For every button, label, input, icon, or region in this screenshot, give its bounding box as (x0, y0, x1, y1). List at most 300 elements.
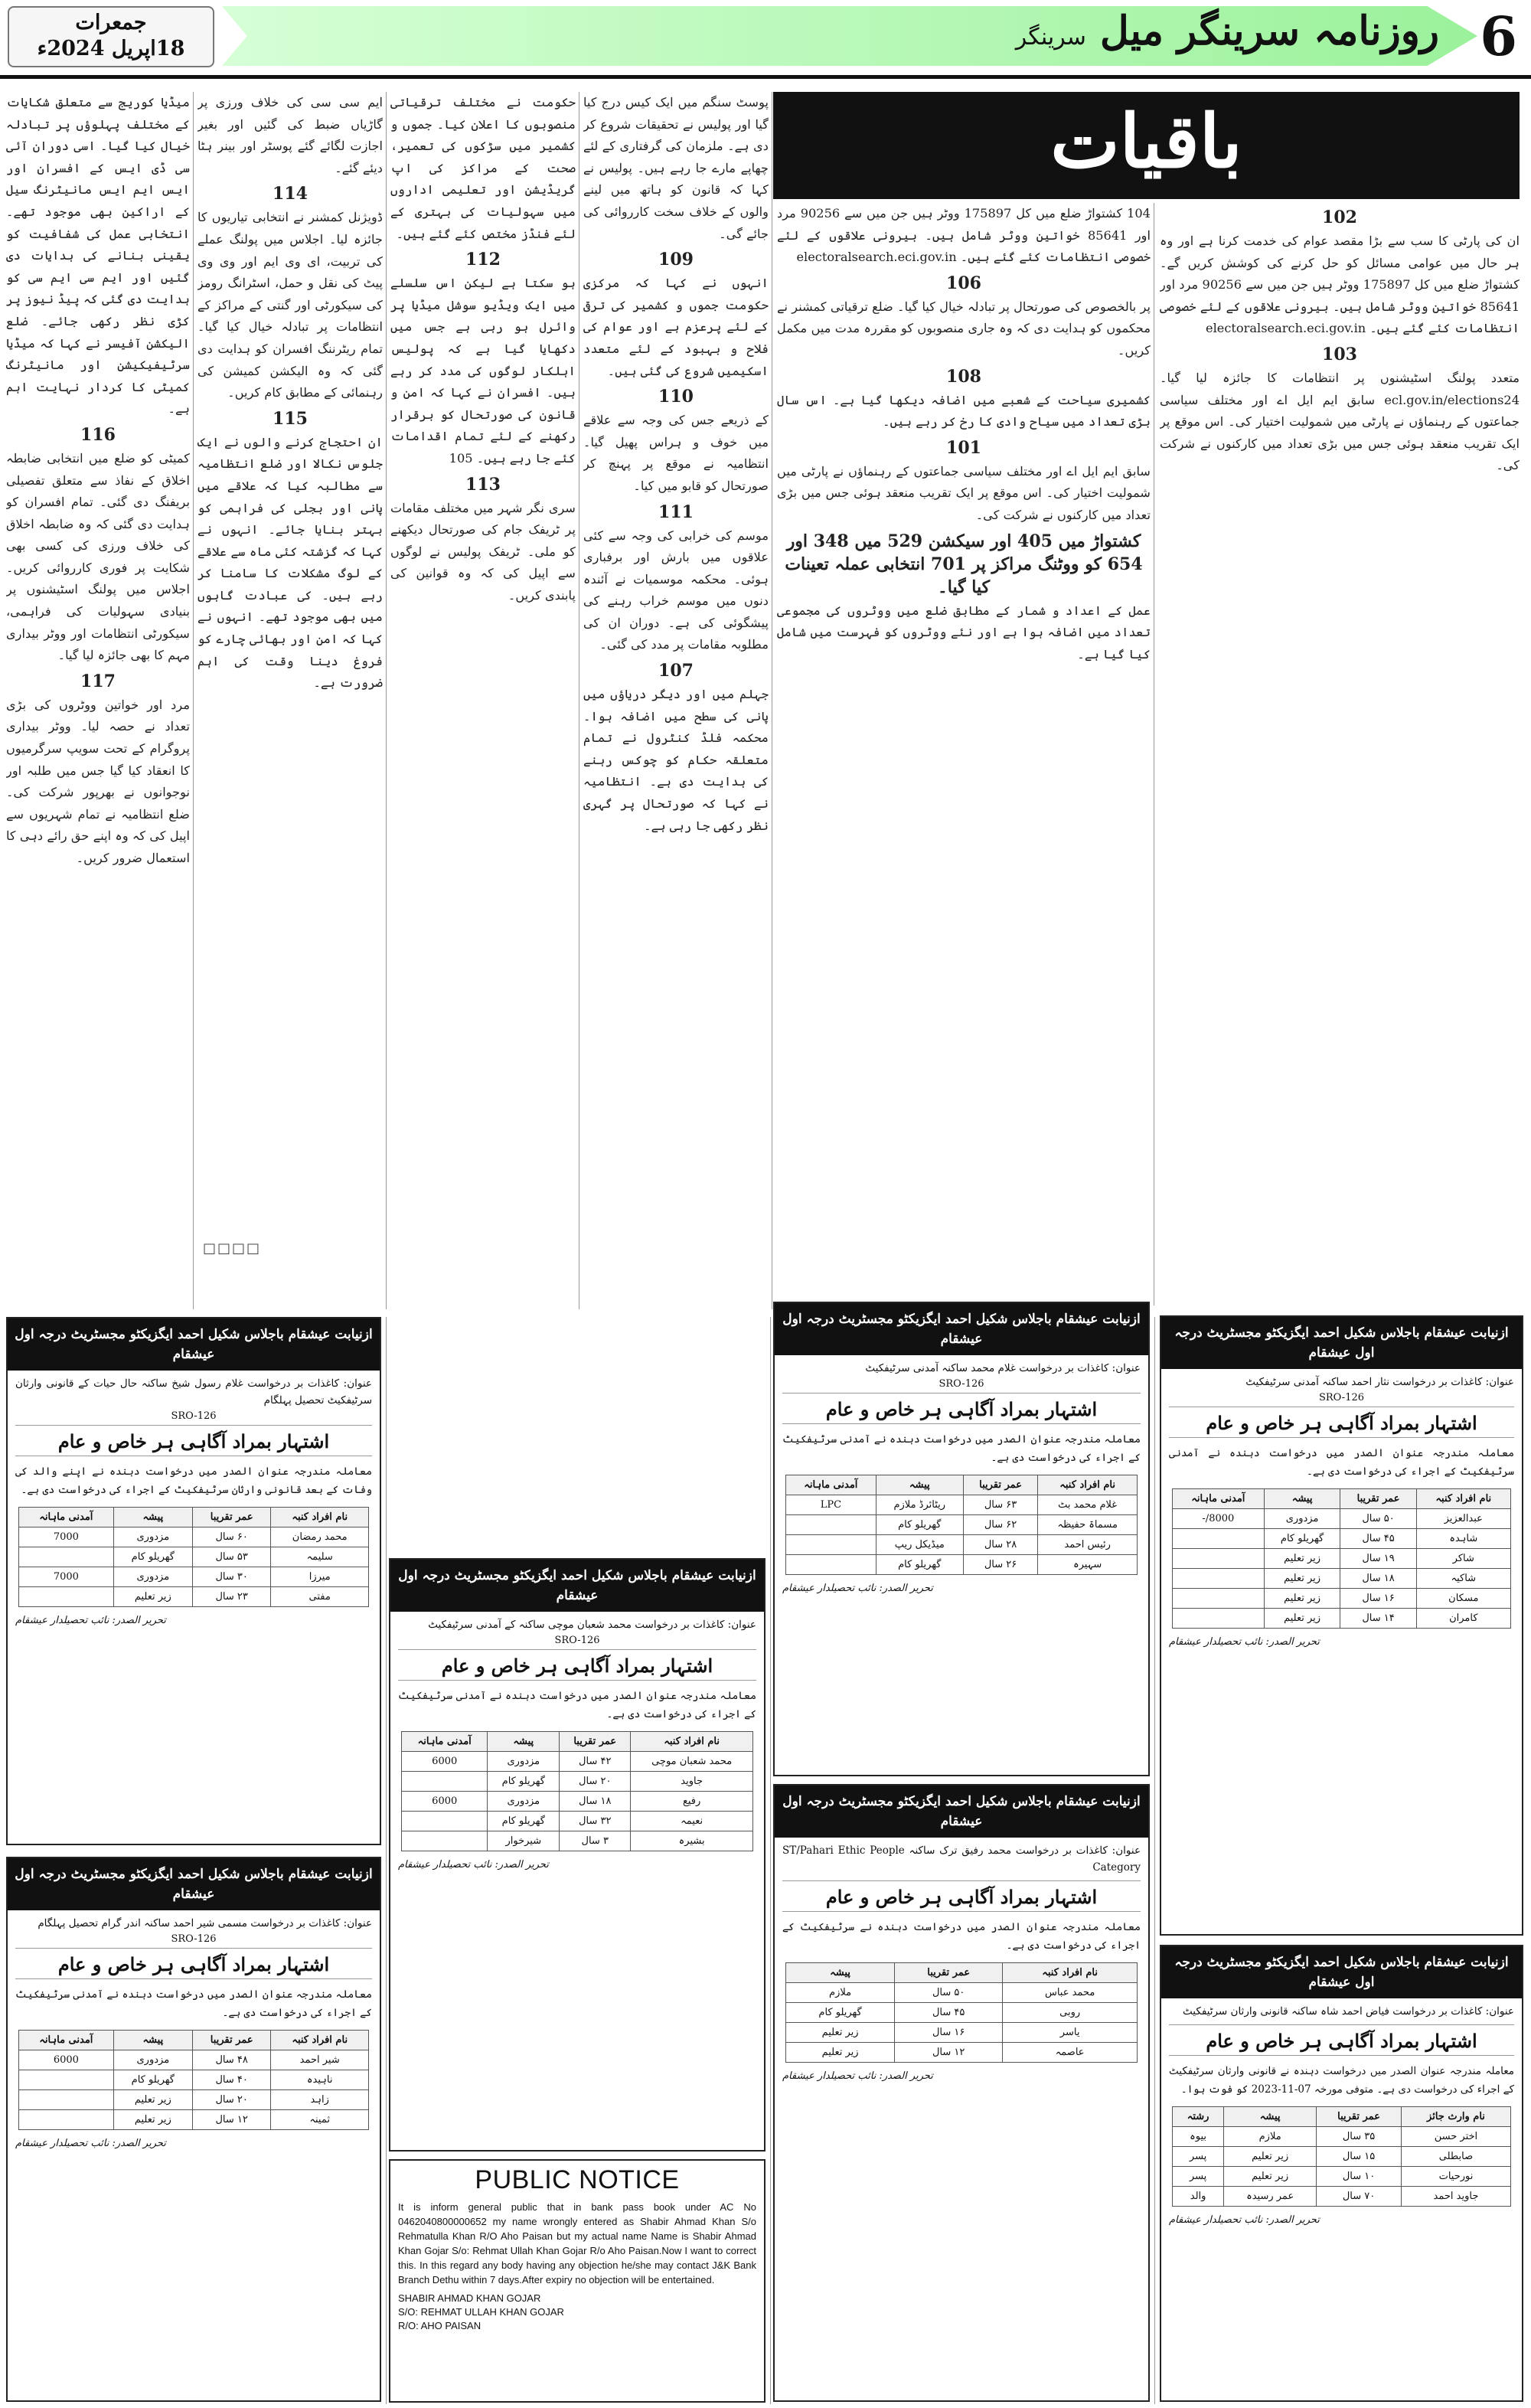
notice-subject: عنوان: کاغذات بر درخواست محمد رفیق ترک ساکنہ ST/Pahari Ethic People Category (782, 1844, 1141, 1874)
article-number: 115 (273, 408, 308, 429)
table-cell: جاوید (631, 1772, 753, 1792)
notice-sro: SRO-126 (1318, 1392, 1365, 1403)
table-header: آمدنی ماہانہ (786, 1475, 876, 1495)
table-cell: زیر تعلیم (786, 2043, 895, 2063)
table-cell: ۱۶ سال (895, 2023, 1003, 2043)
article-column-c (583, 92, 769, 1309)
table-cell: ۴۲ سال (560, 1752, 631, 1772)
table-header: نام افراد کنبہ (631, 1732, 753, 1752)
notice-office: ازنیابت عیشقام باجلاس شکیل احمد ایگزیکٹو مجسٹریٹ درجہ اول عیشقام (1161, 1317, 1522, 1369)
table-cell: ۳۵ سال (1317, 2127, 1402, 2147)
table-header: پیشہ (113, 2031, 192, 2050)
date-label: 18اپریل 2024ء (37, 37, 185, 60)
table-cell: ۱۰ سال (1317, 2167, 1402, 2187)
date-box (8, 6, 214, 67)
article-column-e (197, 92, 383, 1240)
table-cell: زیر تعلیم (1224, 2167, 1317, 2187)
table-row (1173, 1529, 1511, 1549)
table-cell: مزدوری (113, 1567, 192, 1587)
article-text: ان احتجاج کرنے والوں نے ایک جلوس نکالا اور ضلع انتظامیہ سے مطالبہ کیا کہ علاقے میں پانی اور بجلی کی فراہمی کو بہتر بنایا جائے۔ انہوں نے کہا کہ گزشتہ کئی ماہ سے علاقے کے لوگ مشکلات کا سامنا کر رہے ہیں۔ (197, 434, 383, 603)
table-header: عمر تقریبا (560, 1732, 631, 1752)
notice-body: معاملہ مندرجہ عنوان الصدر میں درخواست دہندہ نے آمدنی سرٹیفکیٹ کے اجراء کی درخواست دی ہے۔ (782, 1433, 1141, 1464)
notice-office: ازنیابت عیشقام باجلاس شکیل احمد ایگزیکٹو مجسٹریٹ درجہ اول عیشقام (390, 1560, 764, 1612)
article-number: 110 (658, 387, 694, 407)
table-cell: زیر تعلیم (1224, 2147, 1317, 2167)
notice-footer: تحریر الصدر: نائب تحصیلدار عیشقام (1169, 2214, 1320, 2226)
table-cell: محمد رمضان (271, 1527, 369, 1547)
table-row (19, 2070, 369, 2090)
table-cell: ۲۶ سال (963, 1555, 1037, 1575)
table-cell: عمر رسیدہ (1224, 2187, 1317, 2207)
article-text: کشتواڑ ضلع میں کل 175897 ووٹر ہیں جن میں سے 90256 مرد اور 85641 خواتین ووٹر شامل ہیں۔ بیرونی علاقوں کے لئے خصوصی انتظامات کئے گئے ہیں۔ electoralsearch.eci.gov.in (1160, 277, 1520, 336)
notice-title: اشتہار بمراد آگاہی ہر خاص و عام (782, 1393, 1141, 1424)
notice-table (401, 1731, 753, 1851)
article-text: پر بالخصوص کی صورتحال پر تبادلہ خیال کیا گیا۔ ضلع ترقیاتی کمشنر نے محکموں کو ہدایت دی کہ وہ جاری منصوبوں کو مقررہ مدت میں مکمل کریں۔ (777, 299, 1151, 358)
paper-title (1016, 8, 1439, 54)
table-cell: ۴۵ سال (1340, 1529, 1416, 1549)
table-cell: زیر تعلیم (1264, 1609, 1340, 1629)
notice-subject: عنوان: کاغذات بر درخواست نثار احمد ساکنہ آمدنی سرٹیفکیٹ (1245, 1376, 1514, 1388)
article-text: 105 (449, 450, 473, 466)
table-cell: گھریلو کام (1264, 1529, 1340, 1549)
table-cell: ملازم (786, 1983, 895, 2003)
table-cell: LPC (786, 1495, 876, 1515)
notice-subject: عنوان: کاغذات بر درخواست غلام محمد ساکنہ آمدنی سرٹیفکیٹ (865, 1362, 1141, 1374)
table-row (786, 1535, 1138, 1555)
article-text: موسم کی خرابی کی وجہ سے کئی علاقوں میں بارش اور برفباری ہوئی۔ محکمہ موسمیات نے آئندہ دنوں میں موسم خراب رہنے کی پیشگوئی کی ہے۔ (583, 528, 769, 630)
table-cell: ۳ سال (560, 1831, 631, 1851)
table-cell: محمد عباس (1003, 1983, 1138, 2003)
article-text: ایم سی سی کی خلاف ورزی پر گاڑیاں ضبط کی گئیں اور بغیر اجازت لگائے گئے پوسٹر اور بینر ہٹا دیئے گئے۔ (197, 95, 383, 175)
table-cell: ۵۰ سال (895, 1983, 1003, 2003)
table-row (1173, 2147, 1511, 2167)
table-cell: ۱۸ سال (1340, 1569, 1416, 1589)
article-number: کشتواڑ میں 405 اور سیکشن 529 میں 348 اور 654 کو ووٹنگ مراکز پر 701 انتخابی عملہ تعینات کیا گیا۔ (785, 531, 1143, 597)
notice-body: معاملہ مندرجہ عنوان الصدر میں درخواست دہندہ نے آمدنی سرٹیفکیٹ کے اجراء کی درخواست دی ہے۔ (1169, 1447, 1514, 1478)
notice-sro: SRO-126 (171, 1410, 217, 1422)
notice-title: اشتہار بمراد آگاہی ہر خاص و عام (15, 1425, 372, 1456)
table-cell: ۶۲ سال (963, 1515, 1037, 1535)
table-cell: ۱۶ سال (1340, 1589, 1416, 1609)
notice-footer: تحریر الصدر: نائب تحصیلدار عیشقام (398, 1859, 549, 1871)
table-cell: ۶۳ سال (963, 1495, 1037, 1515)
table-cell: گھریلو کام (786, 2003, 895, 2023)
table-cell: ناہیدہ (271, 2070, 369, 2090)
table-cell (1173, 1569, 1265, 1589)
table-header: پیشہ (1224, 2107, 1317, 2127)
table-cell: زیر تعلیم (113, 2090, 192, 2110)
notice-office: ازنیابت عیشقام باجلاس شکیل احمد ایگزیکٹو مجسٹریٹ درجہ اول عیشقام (1161, 1946, 1522, 1998)
table-header: نام افراد کنبہ (271, 2031, 369, 2050)
table-cell: شاکر (1416, 1549, 1510, 1569)
table-header: عمر تقریبا (192, 2031, 270, 2050)
table-cell (1173, 1609, 1265, 1629)
table-cell: ۱۵ سال (1317, 2147, 1402, 2167)
article-number: 106 (946, 273, 981, 293)
table-cell (1173, 1529, 1265, 1549)
notice-footer: تحریر الصدر: نائب تحصیلدار عیشقام (15, 1615, 166, 1626)
notice-table (1172, 2106, 1511, 2207)
notice-office: ازنیابت عیشقام باجلاس شکیل احمد ایگزیکٹو مجسٹریٹ درجہ اول عیشقام (8, 1318, 380, 1371)
article-text: کمیٹی کو ضلع میں انتخابی ضابطہ اخلاق کے نفاذ سے متعلق تفصیلی بریفنگ دی گئی۔ تمام افسران کو ہدایت دی گئی کہ وہ ضابطہ اخلاق کی خلاف ورزی کی کسی بھی شکایت پر فوری کارروائی کریں۔ اجلاس میں پولنگ اسٹیشنوں پر بنیادی سہولیات کی فراہمی، سیکورٹی انتظامات اور ووٹر بیداری مہم کا بھی جائزہ لیا گیا۔ (6, 450, 190, 663)
page-number: 6 (1480, 5, 1517, 68)
table-cell: ۳۲ سال (560, 1812, 631, 1831)
notice-box (1160, 1945, 1523, 2402)
article-text: ہو سکتا ہے لیکن اس سلسلے میں ایک ویڈیو سوشل میڈیا پر وائرل ہو رہی ہے جس میں دکھایا گیا ہے کہ پولیس اہلکار لوگوں کی مدد کر رہے ہیں۔ افسران نے کہا کہ امن و قانون کی صورتحال کو برقرار رکھنے کے لئے تمام اقدامات کئے جا رہے ہیں۔ (390, 276, 576, 466)
table-cell: ۶۰ سال (192, 1527, 270, 1547)
table-header: پیشہ (488, 1732, 560, 1752)
table-cell (402, 1812, 488, 1831)
notice-title: اشتہار بمراد آگاہی ہر خاص و عام (1169, 2024, 1514, 2056)
column-divider (386, 92, 387, 1309)
article-column-f (6, 92, 190, 1309)
table-cell: ۷۰ سال (1317, 2187, 1402, 2207)
table-row (1173, 2167, 1511, 2187)
table-row (19, 1587, 369, 1607)
column-divider (770, 1317, 771, 2404)
table-cell: شیرخوار (488, 1831, 560, 1851)
notice-table (1172, 1488, 1511, 1629)
column-divider (1154, 1317, 1155, 2404)
notice-table (18, 2030, 369, 2130)
notice-body: معاملہ مندرجہ عنوان الصدر میں درخواست دہندہ نے آمدنی سرٹیفکیٹ کے اجراء کی درخواست دی ہے۔ (398, 1690, 756, 1720)
table-row (19, 1527, 369, 1547)
table-cell: میڈیکل ریپ (876, 1535, 963, 1555)
notice-box (773, 1302, 1150, 1776)
table-cell: ۲۸ سال (963, 1535, 1037, 1555)
article-column-d (390, 92, 576, 1309)
table-row (402, 1812, 753, 1831)
table-header: پیشہ (1264, 1489, 1340, 1509)
notice-office: ازنیابت عیشقام باجلاس شکیل احمد ایگزیکٹو مجسٹریٹ درجہ اول عیشقام (775, 1303, 1148, 1355)
notice-title: اشتہار بمراد آگاہی ہر خاص و عام (782, 1880, 1141, 1912)
notice-table (18, 1507, 369, 1607)
table-row (19, 1567, 369, 1587)
article-text: سری نگر شہر میں مختلف مقامات پر ٹریفک جام کی صورتحال دیکھنے کو ملی۔ ٹریفک پولیس نے لوگوں سے اپیل کی کہ وہ قوانین کی پابندی کریں۔ (390, 500, 576, 603)
article-number: 113 (465, 474, 501, 495)
table-cell (19, 1587, 114, 1607)
notice-subject: عنوان: کاغذات بر درخواست مسمی شیر احمد ساکنہ اندر گرام تحصیل پہلگام (38, 1917, 372, 1929)
table-header: نام وارث جائز (1401, 2107, 1510, 2127)
table-cell: ۴۸ سال (192, 2050, 270, 2070)
article-text: کشتواڑ ضلع میں کل 175897 ووٹر ہیں جن میں سے 90256 مرد اور 85641 خواتین ووٹر شامل ہیں۔ بیرونی علاقوں کے لئے خصوصی انتظامات کئے گئے ہیں۔ electoralsearch.eci.gov.in (777, 206, 1151, 265)
table-row (786, 1495, 1138, 1515)
notice-body: معاملہ مندرجہ عنوان الصدر میں درخواست دہندہ نے قانونی وارثان سرٹیفکیٹ کے اجراء کی درخواست دی ہے۔ متوفی مورخہ 07-11-2023 کو فوت ہوا۔ (1169, 2065, 1514, 2096)
table-cell: مفتی (271, 1587, 369, 1607)
signature-line: SHABIR AHMAD KHAN GOJAR (398, 2292, 541, 2304)
table-cell: صابطلی (1401, 2147, 1510, 2167)
table-cell: محمد شعبان موچی (631, 1752, 753, 1772)
public-notice-title: PUBLIC NOTICE (475, 2165, 680, 2194)
article-text: سابق ایم ایل اے اور مختلف سیاسی جماعتوں کے رہنماؤں نے پارٹی میں شمولیت اختیار کی۔ اس موقع پر ایک تقریب منعقد ہوئی جس میں بڑی تعداد میں کارکنوں نے شرکت کی۔ (777, 463, 1151, 522)
table-row (786, 1515, 1138, 1535)
article-number: 117 (80, 671, 116, 691)
article-text: کی عبادت گاہوں میں بھی موجود تھے۔ انہوں نے کہا کہ امن اور بھائی چارے کو فروغ دینا وقت کی اہم ضرورت ہے۔ (197, 587, 383, 691)
table-row (786, 1555, 1138, 1575)
table-cell: ۲۳ سال (192, 1587, 270, 1607)
table-header: آمدنی ماہانہ (19, 2031, 114, 2050)
table-cell: روبی (1003, 2003, 1138, 2023)
table-cell: 7000 (19, 1527, 114, 1547)
table-cell: مزدوری (113, 2050, 192, 2070)
notice-table (785, 1962, 1138, 2063)
article-text: دوران ان کی مطلوبہ مقامات پر مدد کی گئی۔ (583, 615, 769, 652)
top-rule (0, 75, 1531, 79)
table-cell: ۱۲ سال (895, 2043, 1003, 2063)
table-cell: ۲۰ سال (560, 1772, 631, 1792)
table-cell: والد (1173, 2187, 1224, 2207)
table-cell: ۵۰ سال (1340, 1509, 1416, 1529)
paper-city: سرینگر (1015, 24, 1086, 51)
table-header: نام افراد کنبہ (1003, 1963, 1138, 1983)
table-cell: سہیرہ (1038, 1555, 1138, 1575)
notice-subject: عنوان: کاغذات بر درخواست فیاض احمد شاہ ساکنہ قانونی وارثان سرٹیفکیٹ (1183, 2005, 1514, 2018)
article-text: حکومت نے مختلف ترقیاتی منصوبوں کا اعلان کیا۔ جموں و کشمیر میں سڑکوں کی تعمیر، صحت کے مراکز کی اپ گریڈیشن اور تعلیمی اداروں میں سہولیات کی بہتری کے لئے فنڈز مختص کئے گئے ہیں۔ (390, 95, 576, 241)
table-header: آمدنی ماہانہ (1173, 1489, 1265, 1509)
article-text: ڈویژنل کمشنر نے انتخابی تیاریوں کا جائزہ لیا۔ اجلاس میں پولنگ عملے کی تربیت، ای وی ایم اور وی وی پیٹ کی نقل و حمل، اسٹرانگ رومز کی سیکورٹی اور گنتی کے مراکز کے انتظامات پر تبادلہ خیال کیا گیا۔ تمام ریٹرننگ افسران کو ہدایت دی گئی کہ وہ الیکشن کمیشن کی رہنمائی کے مطابق کام کریں۔ (197, 210, 383, 400)
notice-office: ازنیابت عیشقام باجلاس شکیل احمد ایگزیکٹو مجسٹریٹ درجہ اول عیشقام (775, 1786, 1148, 1838)
table-cell (19, 2090, 114, 2110)
table-cell: زیر تعلیم (113, 2110, 192, 2130)
table-cell (1173, 1549, 1265, 1569)
article-text: کے ذریعے جس کی وجہ سے علاقے میں خوف و ہراس پھیل گیا۔ انتظامیہ نے موقع پر پہنچ کر صورتحال کو قابو میں کیا۔ (583, 413, 769, 493)
article-number: 108 (946, 366, 981, 387)
column-divider (386, 1317, 387, 2404)
article-text: میڈیا کوریج سے متعلق شکایات کے مختلف پہلوؤں پر تبادلہ خیال کیا گیا۔ اسی دوران آئی سی ڈی ایس کے افسران اور ایس ایم ایس مانیٹرنگ سیل کے اراکین بھی موجود تھے۔ انتخابی عمل کی شفافیت کو یقینی بنانے کی ہدایات دی گئیں اور ایم سی ایم سی کو ہدایت دی گئی کہ پیڈ نیوز پر کڑی نظر رکھی جائے۔ ضلع الیکشن آفیسر نے کہا کہ میڈیا سرٹیفیکیشن اور مانیٹرنگ کمیٹی کا کردار نہایت اہم ہے۔ (6, 95, 190, 417)
table-cell: 6000 (402, 1752, 488, 1772)
table-cell: گھریلو کام (876, 1555, 963, 1575)
table-cell: میرزا (271, 1567, 369, 1587)
table-cell: پسر (1173, 2167, 1224, 2187)
article-number: 112 (465, 250, 501, 270)
table-row (19, 1547, 369, 1567)
table-header: نام افراد کنبہ (271, 1508, 369, 1527)
table-cell (402, 1772, 488, 1792)
notice-box (6, 1857, 381, 2402)
table-cell: غلام محمد بٹ (1038, 1495, 1138, 1515)
table-header: رشتہ (1173, 2107, 1224, 2127)
table-row (786, 2023, 1138, 2043)
table-cell: پسر (1173, 2147, 1224, 2167)
notice-sro: SRO-126 (171, 1933, 217, 1945)
table-row (1173, 2127, 1511, 2147)
notice-body: معاملہ مندرجہ عنوان الصدر میں درخواست دہندہ نے آمدنی سرٹیفکیٹ کے اجراء کی درخواست دی ہے۔ (15, 1988, 372, 2019)
table-header: نام افراد کنبہ (1416, 1489, 1510, 1509)
table-cell (786, 1555, 876, 1575)
paper-name: روزنامہ سرینگر میل (1100, 8, 1439, 54)
table-cell: عاصمہ (1003, 2043, 1138, 2063)
article-text: عمل کے اعداد و شمار کے مطابق ضلع میں ووٹروں کی مجموعی تعداد میں اضافہ ہوا ہے اور نئے ووٹروں کو فہرست میں شامل کیا گیا ہے۔ (777, 603, 1151, 662)
table-cell: ثمینہ (271, 2110, 369, 2130)
table-row (1173, 1509, 1511, 1529)
masthead (0, 0, 1531, 73)
article-text: 104 (1127, 206, 1151, 221)
table-cell: بشیرہ (631, 1831, 753, 1851)
table-cell: سلیمہ (271, 1547, 369, 1567)
article-column-b (777, 203, 1151, 1309)
notice-title: اشتہار بمراد آگاہی ہر خاص و عام (1169, 1407, 1514, 1438)
table-cell: گھریلو کام (488, 1772, 560, 1792)
table-header: عمر تقریبا (1340, 1489, 1416, 1509)
notice-body: معاملہ مندرجہ عنوان الصدر میں درخواست دہندہ نے اپنے والد کی وفات کے بعد قانونی وارثان سرٹیفکیٹ کے اجراء کی درخواست دی ہے۔ (15, 1465, 372, 1496)
article-text: متعدد پولنگ اسٹیشنوں پر انتظامات کا جائزہ لیا گیا۔ ecl.gov.in/elections24 (1160, 370, 1520, 407)
table-row (19, 2050, 369, 2070)
table-cell: مزدوری (488, 1752, 560, 1772)
article-text: انہوں نے کہا کہ مرکزی حکومت جموں و کشمیر کی ترقی کے لئے پرعزم ہے اور عوام کی فلاح و بہبود کے لئے متعدد اسکیمیں شروع کی گئی ہیں۔ (583, 276, 769, 378)
article-text: جہلم میں اور دیگر دریاؤں میں پانی کی سطح میں اضافہ ہوا۔ محکمہ فلڈ کنٹرول نے تمام متعلقہ حکام کو چوکس رہنے کی ہدایت دی ہے۔ انتظامیہ نے کہا کہ صورتحال پر گہری نظر رکھی جا رہی ہے۔ (583, 687, 769, 833)
public-notice (389, 2159, 766, 2403)
notice-sro: SRO-126 (939, 1378, 984, 1390)
table-cell: ۴۵ سال (895, 2003, 1003, 2023)
table-cell (19, 2110, 114, 2130)
table-cell: نورحیات (1401, 2167, 1510, 2187)
table-cell (1173, 1589, 1265, 1609)
table-cell: بیوہ (1173, 2127, 1224, 2147)
table-cell: مسکان (1416, 1589, 1510, 1609)
notice-body: معاملہ مندرجہ عنوان الصدر میں درخواست دہندہ نے سرٹیفکیٹ کے اجراء کی درخواست دی ہے۔ (782, 1921, 1141, 1952)
table-header: عمر تقریبا (895, 1963, 1003, 1983)
signature-line: R/O: AHO PAISAN (398, 2320, 481, 2331)
table-cell: شیر احمد (271, 2050, 369, 2070)
section-title: باقیات (1050, 98, 1242, 185)
table-cell: ۱۴ سال (1340, 1609, 1416, 1629)
table-cell: ۲۰ سال (192, 2090, 270, 2110)
notice-box (389, 1558, 766, 2152)
article-number: 107 (658, 661, 694, 681)
notice-box (1160, 1315, 1523, 1936)
table-cell: ۱۹ سال (1340, 1549, 1416, 1569)
section-banner (773, 92, 1520, 199)
table-row (402, 1831, 753, 1851)
notice-footer: تحریر الصدر: نائب تحصیلدار عیشقام (782, 2070, 933, 2082)
notice-footer: تحریر الصدر: نائب تحصیلدار عیشقام (15, 2138, 166, 2149)
article-number: 111 (658, 502, 694, 522)
notice-box (6, 1317, 381, 1845)
table-header: عمر تقریبا (1317, 2107, 1402, 2127)
table-row (1173, 1549, 1511, 1569)
table-cell: گھریلو کام (113, 1547, 192, 1567)
notice-subject: عنوان: کاغذات بر درخواست محمد شعبان موچی ساکنہ کے آمدنی سرٹیفکیٹ (428, 1619, 756, 1631)
signature-line: S/O: REHMAT ULLAH KHAN GOJAR (398, 2306, 564, 2318)
table-cell: ملازم (1224, 2127, 1317, 2147)
table-header: پیشہ (786, 1963, 895, 1983)
table-row (1173, 2187, 1511, 2207)
table-cell (19, 1547, 114, 1567)
table-cell (786, 1515, 876, 1535)
article-text: مرد اور خواتین ووٹروں کی بڑی تعداد نے حصہ لیا۔ ووٹر بیداری پروگرام کے تحت سویپ سرگرمیوں کا انعقاد کیا گیا جس میں طلبہ اور نوجوانوں نے بھرپور شرکت کی۔ ضلع انتظامیہ نے تمام شہریوں سے اپیل کی کہ وہ اپنے حق رائے دہی کا استعمال ضرور کریں۔ (6, 697, 190, 865)
table-cell: 6000 (402, 1792, 488, 1812)
table-cell (402, 1831, 488, 1851)
article-number: 101 (946, 437, 981, 458)
table-cell: یاسر (1003, 2023, 1138, 2043)
table-row (402, 1772, 753, 1792)
table-cell: شاکیہ (1416, 1569, 1510, 1589)
table-cell (786, 1535, 876, 1555)
table-row (19, 2110, 369, 2130)
table-cell: 7000 (19, 1567, 114, 1587)
table-cell: مزدوری (488, 1792, 560, 1812)
article-number: 103 (1322, 344, 1357, 364)
table-row (786, 1983, 1138, 2003)
table-cell: مزدوری (113, 1527, 192, 1547)
table-cell: مزدوری (1264, 1509, 1340, 1529)
table-cell: ۳۰ سال (192, 1567, 270, 1587)
table-row (786, 2043, 1138, 2063)
table-cell: زیر تعلیم (1264, 1549, 1340, 1569)
table-row (19, 2090, 369, 2110)
day-label: جمعرات (75, 11, 147, 34)
table-cell: زیر تعلیم (1264, 1569, 1340, 1589)
notice-footer: تحریر الصدر: نائب تحصیلدار عیشقام (782, 1583, 933, 1594)
notice-title: اشتہار بمراد آگاہی ہر خاص و عام (15, 1948, 372, 1979)
table-cell: زیر تعلیم (786, 2023, 895, 2043)
article-column-a (1160, 203, 1520, 1309)
table-cell: زیر تعلیم (1264, 1589, 1340, 1609)
table-cell: عبدالعزیز (1416, 1509, 1510, 1529)
table-cell (19, 2070, 114, 2090)
notice-footer: تحریر الصدر: نائب تحصیلدار عیشقام (1169, 1636, 1320, 1648)
table-cell: زاہد (271, 2090, 369, 2110)
notice-sro: SRO-126 (554, 1635, 600, 1646)
table-header: عمر تقریبا (192, 1508, 270, 1527)
article-text: پوسٹ سنگم میں ایک کیس درج کیا گیا اور پولیس نے تحقیقات شروع کر دی ہے۔ ملزمان کی گرفتاری کے لئے چھاپے مارے جا رہے ہیں۔ پولیس نے کہا کہ قانون کو ہاتھ میں لینے والوں کے خلاف سخت کارروائی کی جائے گی۔ (583, 95, 769, 241)
table-row (402, 1792, 753, 1812)
column-divider (193, 92, 194, 1309)
table-header: نام افراد کنبہ (1038, 1475, 1138, 1495)
table-cell: گھریلو کام (876, 1515, 963, 1535)
article-text: سابق ایم ایل اے اور مختلف سیاسی جماعتوں کے رہنماؤں نے پارٹی میں شمولیت اختیار کی۔ اس موقع پر ایک تقریب منعقد ہوئی جس میں بڑی تعداد میں کارکنوں نے شرکت کی۔ (1160, 392, 1520, 473)
table-header: آمدنی ماہانہ (19, 1508, 114, 1527)
table-cell: شاہدہ (1416, 1529, 1510, 1549)
article-number: 102 (1322, 207, 1357, 227)
article-number: 109 (658, 250, 694, 270)
table-row (1173, 1569, 1511, 1589)
table-cell: 8000/- (1173, 1509, 1265, 1529)
ornament-squares: □□□□ (203, 1240, 262, 1256)
public-notice-body: It is inform general public that in bank pass book under AC No 0462040800000652 my name wrongly entered as Shabir Ahmad Khan S/o Rehmatulla Khan R/O Aho Paisan but my actual name Name is Shabir Ahmad Khan Gojar S/o: Rehmat Ullah Khan Gojar R/o Aho Paisan.Now I want to correct this. In this regard any body having any objection he/she may contact J&K Bank Branch Dethu within 7 days.After expiry no objection will be entertained. (398, 2201, 756, 2285)
table-cell: جاوید احمد (1401, 2187, 1510, 2207)
table-cell: ریٹائرڈ ملازم (876, 1495, 963, 1515)
table-cell: مسماۃ حفیظہ (1038, 1515, 1138, 1535)
table-cell: ۱۲ سال (192, 2110, 270, 2130)
article-text: کشمیری سیاحت کے شعبے میں اضافہ دیکھا گیا ہے۔ اس سال بڑی تعداد میں سیاح وادی کا رخ کر رہے ہیں۔ (777, 392, 1151, 430)
table-cell: کامران (1416, 1609, 1510, 1629)
public-notice-signature (398, 2292, 756, 2333)
table-row (402, 1752, 753, 1772)
table-header: عمر تقریبا (963, 1475, 1037, 1495)
table-cell: ۴۰ سال (192, 2070, 270, 2090)
notice-table (785, 1475, 1138, 1575)
table-cell: گھریلو کام (113, 2070, 192, 2090)
article-number: 114 (273, 184, 308, 204)
article-number: 116 (80, 424, 116, 445)
notice-title: اشتہار بمراد آگاہی ہر خاص و عام (398, 1649, 756, 1681)
table-header: آمدنی ماہانہ (402, 1732, 488, 1752)
table-cell: نعیمہ (631, 1812, 753, 1831)
table-header: پیشہ (113, 1508, 192, 1527)
table-cell: ۱۸ سال (560, 1792, 631, 1812)
table-row (786, 2003, 1138, 2023)
table-header: پیشہ (876, 1475, 963, 1495)
table-cell: گھریلو کام (488, 1812, 560, 1831)
table-cell: زیر تعلیم (113, 1587, 192, 1607)
table-cell: ۵۳ سال (192, 1547, 270, 1567)
article-text: ان کی پارٹی کا سب سے بڑا مقصد عوام کی خدمت کرنا ہے اور وہ ہر حال میں عوامی مسائل کو حل کرنے کی کوشش کریں گے۔ (1160, 234, 1520, 270)
table-cell: رفیع (631, 1792, 753, 1812)
table-cell: 6000 (19, 2050, 114, 2070)
notice-office: ازنیابت عیشقام باجلاس شکیل احمد ایگزیکٹو مجسٹریٹ درجہ اول عیشقام (8, 1858, 380, 1910)
table-cell: رئیس احمد (1038, 1535, 1138, 1555)
